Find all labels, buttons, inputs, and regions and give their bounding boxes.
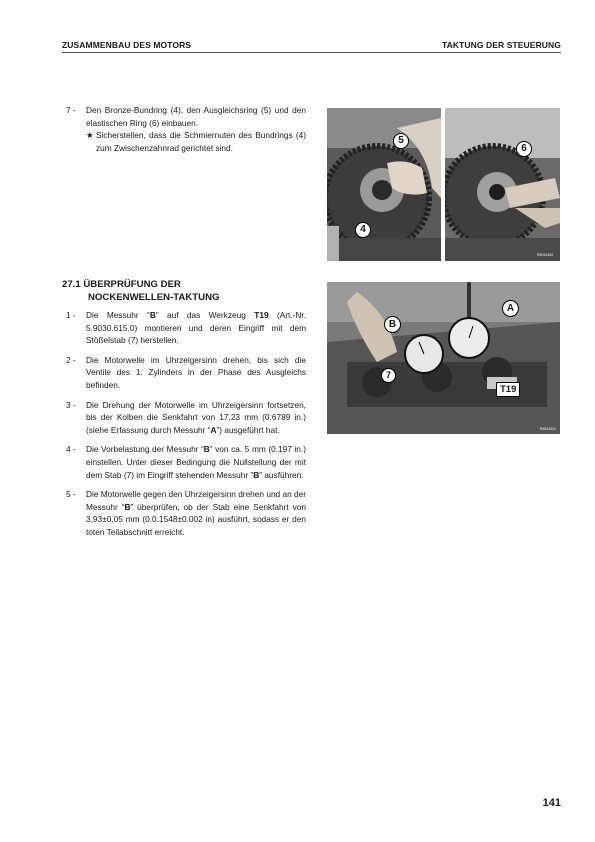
star-icon: ★ [86,130,94,141]
section-title-line1: ÜBERPRÜFUNG DER [83,279,181,290]
step-5 [66,488,306,538]
header-chapter: ZUSAMMENBAU DES MOTORS [62,40,192,50]
photo-dial-gauge-setup [327,282,560,434]
step-note: Sicherstellen, dass die Schmiernuten des Bundrings (4) zum Zwischenzahnrad gerichtet sind. [96,130,306,153]
step-text: Die Vorbelastung der Messuhr “B” von ca. 5 mm (0.197 in.) einstellen. Unter dieser Bedingung die Nullstellung der mit dem Stab (7) im Eingriff stehenden Messuhr ”B” ausführen. [86,444,306,480]
step-number: 1 - [66,310,76,320]
header-topic: TAKTUNG DER STEUERUNG [441,40,561,50]
page-number: 141 [542,797,561,809]
callout-a: A [502,300,519,317]
callout-4: 4 [355,222,371,238]
section-number: 27.1 [62,279,81,290]
step-4 [66,443,306,481]
step-number: 5 - [66,489,76,500]
callout-7: 7 [381,368,396,383]
callout-b: B [384,316,401,333]
step-text: Die Motorwelle im Uhrzeigersinn drehen, bis sich die Ventile des 1. Zylinders in der Phase des Ausgleichs befinden. [86,354,306,390]
step-text: Den Bronze-Bundring (4), den Ausgleichsring (5) und den elastischen Ring (6) einbauen. [86,105,306,128]
figure-code: R9013420 [537,253,554,257]
figure-code: R9013011 [540,427,556,431]
step-number: 3 - [66,399,76,410]
step-7 [66,104,306,154]
callout-6: 6 [516,141,532,157]
header-rule [62,52,561,53]
callout-t19: T19 [496,382,520,397]
photo-gear-ring-install-right [445,108,560,261]
step-number: 2 - [66,354,76,365]
step-1 [66,309,306,347]
step-number: 7 - [66,105,76,115]
section-title-line2: NOCKENWELLEN-TAKTUNG [88,292,220,303]
section-title [62,278,219,304]
step-text: Die Messuhr “B” auf das Werkzeug T19 (Art.-Nr. 5.9030.615.0) montieren und deren Eingriff mit dem Stößelstab (7) herstellen. [86,310,307,346]
step-2 [66,354,306,392]
step-text: Die Motorwelle gegen den Uhrzeigersinn drehen und an der Messuhr “B” überprüfen, ob der Stab eine Senkfahrt von 3,93±0,05 mm (0.0.1548±0.002 in) ausführt, sodass er den toten Teilabschnitt erreicht. [86,489,307,537]
step-number: 4 - [66,444,76,455]
procedure-steps [66,309,306,539]
callout-5: 5 [393,133,409,149]
photo-gear-ring-install-left [327,108,441,261]
step-3 [66,399,306,437]
step-text: Die Drehung der Motorwelle im Uhrzeigersinn fortsetzen, bis der Kolben die Senkfahrt von 17,23 mm (0.6789 in.) (siehe Erfassung durch Messuhr “A”) ausgeführt hat. [86,399,306,435]
